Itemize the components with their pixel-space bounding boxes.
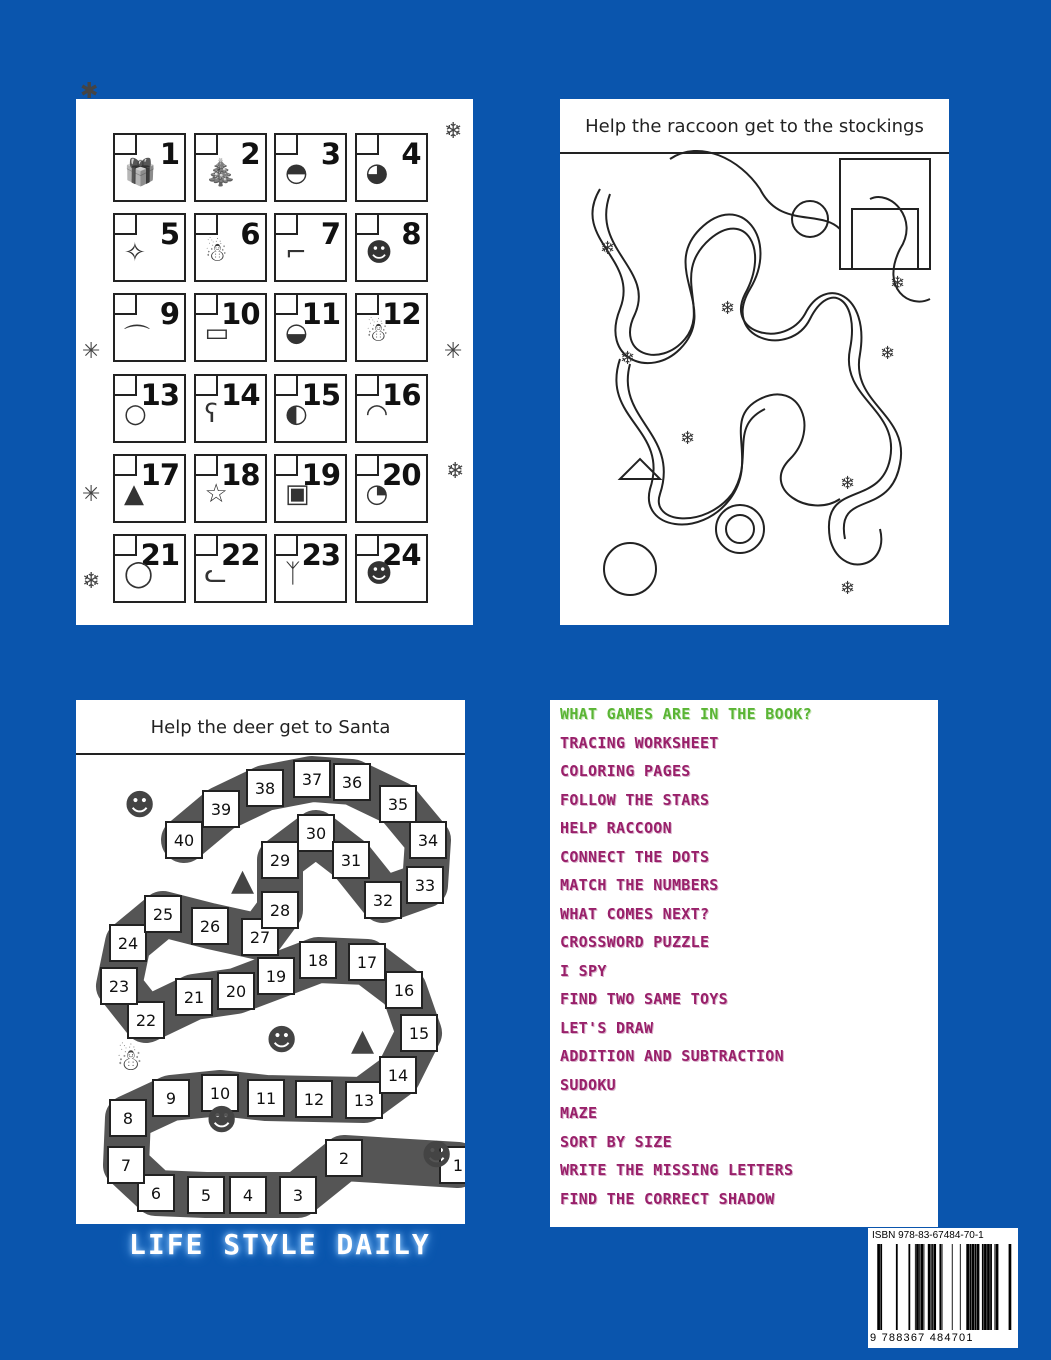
calendar-day <box>113 213 186 282</box>
barcode-bar <box>932 1244 933 1330</box>
svg-text:❄: ❄ <box>880 343 896 364</box>
game-item: FIND THE CORRECT SHADOW <box>560 1189 775 1208</box>
board-title: Help the deer get to Santa <box>76 700 465 755</box>
board-square <box>247 770 283 806</box>
square-number: 24 <box>117 934 139 953</box>
day-number: 19 <box>301 457 340 492</box>
game-item: WRITE THE MISSING LETTERS <box>560 1161 794 1179</box>
christmas-tree-icon: ▲ <box>231 863 255 898</box>
square-number: 40 <box>173 831 195 850</box>
santa-icon: ☻ <box>365 238 393 269</box>
isbn-digits: 9 788367 484701 <box>870 1332 974 1344</box>
barcode-bars-icon <box>868 1242 1018 1332</box>
square-number: 20 <box>225 982 247 1001</box>
day-number: 3 <box>320 137 340 171</box>
barcode-bar <box>915 1244 916 1330</box>
christmas-tree-icon: ▲ <box>351 1023 375 1058</box>
board-square <box>166 822 202 858</box>
brand-logo: LIFE STYLE DAILY <box>129 1228 431 1261</box>
barcode-bar <box>919 1244 920 1330</box>
square-number: 39 <box>210 800 232 819</box>
day-number: 9 <box>159 297 179 332</box>
raccoon-maze-illustration <box>560 99 949 625</box>
barcode-bar <box>920 1244 923 1330</box>
board-square <box>349 944 385 980</box>
square-number: 5 <box>200 1186 212 1205</box>
calendar-day <box>113 454 186 523</box>
square-number: 2 <box>338 1149 350 1168</box>
games-list-panel <box>550 700 938 1227</box>
snowflake-icon: ❄ <box>444 119 463 144</box>
game-item: ADDITION AND SUBTRACTION <box>560 1047 784 1065</box>
game-item: SORT BY SIZE <box>560 1132 672 1151</box>
barcode-bar <box>996 1244 999 1330</box>
board-square <box>258 958 294 994</box>
board-square <box>176 979 212 1015</box>
day-number: 12 <box>382 297 421 332</box>
day-number: 18 <box>221 457 260 492</box>
square-number: 7 <box>120 1156 132 1175</box>
board-square <box>365 882 401 918</box>
game-item: WHAT COMES NEXT? <box>560 904 710 923</box>
square-number: 32 <box>372 891 394 910</box>
board-square <box>248 1080 284 1116</box>
calendar-day <box>194 454 267 523</box>
square-number: 9 <box>165 1089 177 1108</box>
svg-text:❄: ❄ <box>890 273 906 294</box>
square-number: 35 <box>387 795 409 814</box>
game-item: MAZE <box>560 1104 598 1122</box>
day-checkbox <box>113 293 137 315</box>
calendar-day <box>274 374 347 443</box>
game-item: TRACING WORKSHEET <box>560 733 719 752</box>
cat-icon: ᓚ <box>204 559 227 589</box>
barcode-bar <box>972 1244 975 1330</box>
square-number: 10 <box>209 1084 231 1103</box>
svg-text:❄: ❄ <box>680 428 696 449</box>
day-checkbox <box>355 374 379 396</box>
barcode-bar <box>924 1244 925 1330</box>
square-number: 25 <box>152 905 174 924</box>
barcode-bar <box>931 1244 932 1330</box>
square-number: 17 <box>356 953 378 972</box>
square-number: 19 <box>265 967 287 986</box>
games-heading: WHAT GAMES ARE IN THE BOOK? <box>560 705 812 723</box>
day-checkbox <box>113 454 137 476</box>
ornament-icon: ○ <box>124 398 147 429</box>
barcode-bar <box>990 1244 992 1330</box>
game-item: MATCH THE NUMBERS <box>560 876 719 894</box>
game-item: SUDOKU <box>560 1075 616 1094</box>
barcode-bar <box>987 1244 990 1330</box>
svg-text:❄: ❄ <box>720 298 736 319</box>
game-item: HELP RACCOON <box>560 819 672 837</box>
board-square <box>380 786 416 822</box>
robin-icon: ◕ <box>365 158 389 188</box>
game-item: CROSSWORD PUZZLE <box>560 933 710 951</box>
board-square <box>386 972 422 1008</box>
bear-icon: ☻ <box>206 1103 238 1138</box>
board-square <box>326 1140 362 1176</box>
day-number: 24 <box>382 538 421 572</box>
pine-branch-icon: ✳ <box>82 339 101 364</box>
calendar-day <box>274 534 347 603</box>
calendar-day <box>113 293 186 362</box>
day-checkbox <box>355 293 379 315</box>
board-square <box>101 968 137 1004</box>
day-number: 20 <box>382 457 421 492</box>
board-square <box>203 791 239 827</box>
square-number: 29 <box>269 851 291 870</box>
calendar-day <box>355 213 428 282</box>
square-number: 8 <box>122 1109 134 1128</box>
square-number: 22 <box>135 1011 157 1030</box>
square-number: 16 <box>393 981 415 1000</box>
calendar-day <box>194 133 267 202</box>
day-checkbox <box>355 534 379 556</box>
board-square <box>230 1177 266 1213</box>
barcode-bar <box>939 1244 941 1330</box>
barcode <box>868 1228 1018 1348</box>
svg-text:❄: ❄ <box>620 348 636 369</box>
calendar-day <box>355 454 428 523</box>
pudding-icon: ◓ <box>285 158 308 188</box>
barcode-bar <box>966 1244 969 1330</box>
square-number: 11 <box>255 1089 277 1108</box>
calendar-day <box>274 133 347 202</box>
calendar-day <box>355 374 428 443</box>
board-square <box>296 1081 332 1117</box>
day-checkbox <box>113 534 137 556</box>
snow-globe-icon: ◯ <box>124 559 154 589</box>
christmas-tree-icon: 🎄 <box>204 158 237 188</box>
square-number: 34 <box>417 831 439 850</box>
day-number: 6 <box>240 217 260 252</box>
barcode-bar <box>969 1244 971 1330</box>
bear-icon: ʕ <box>204 398 218 429</box>
calendar-day <box>194 534 267 603</box>
santa-sack-icon: ☻ <box>365 559 393 589</box>
gingerbread-icon: ☃ <box>204 238 228 269</box>
barcode-bar <box>975 1244 977 1330</box>
calendar-day <box>113 534 186 603</box>
snowman-icon: ☃ <box>116 1043 143 1078</box>
game-item: FOLLOW THE STARS <box>560 790 710 809</box>
day-checkbox <box>274 293 298 315</box>
pine-branch-icon: ✱ <box>80 79 99 104</box>
board-square <box>333 842 369 878</box>
barcode-bar <box>916 1244 919 1330</box>
day-checkbox <box>274 133 298 155</box>
board-square <box>401 1015 437 1051</box>
game-item: FIND TWO SAME TOYS <box>560 990 728 1008</box>
square-number: 31 <box>340 851 362 870</box>
day-checkbox <box>113 133 137 155</box>
board-square <box>108 1147 144 1183</box>
square-number: 14 <box>387 1066 409 1085</box>
isbn-label: ISBN 978-83-67484-70-1 <box>872 1230 984 1241</box>
day-number: 11 <box>301 297 340 332</box>
calendar-day <box>194 213 267 282</box>
penguin-icon: ☻ <box>266 1023 298 1058</box>
day-checkbox <box>194 213 218 235</box>
board-square <box>280 1177 316 1213</box>
board-square <box>298 815 334 851</box>
board-square <box>407 867 443 903</box>
svg-text:❄: ❄ <box>600 238 616 259</box>
square-number: 37 <box>301 770 323 789</box>
day-checkbox <box>355 454 379 476</box>
barcode-bar <box>908 1244 910 1330</box>
pine-branch-icon: ✳ <box>82 482 101 507</box>
game-item: COLORING PAGES <box>560 762 691 780</box>
board-square <box>153 1080 189 1116</box>
board-square <box>145 896 181 932</box>
day-checkbox <box>113 374 137 396</box>
calendar-day <box>194 293 267 362</box>
board-square <box>300 942 336 978</box>
barcode-bar <box>960 1244 961 1330</box>
square-number: 4 <box>242 1186 254 1205</box>
deer-board-game-page <box>76 700 465 1224</box>
day-number: 16 <box>382 377 421 412</box>
barcode-bar <box>928 1244 931 1330</box>
barcode-bar <box>994 1244 995 1330</box>
square-number: 3 <box>292 1186 304 1205</box>
board-square <box>346 1082 382 1118</box>
day-number: 15 <box>301 377 340 412</box>
square-number: 13 <box>353 1091 375 1110</box>
basket-icon: ◒ <box>285 318 308 349</box>
pine-branch-icon: ✳ <box>444 339 463 364</box>
calendar-day <box>355 133 428 202</box>
square-number: 33 <box>414 876 436 895</box>
calendar-day <box>194 374 267 443</box>
day-checkbox <box>194 293 218 315</box>
penguin-icon: ◐ <box>285 398 308 429</box>
barcode-bar <box>977 1244 980 1330</box>
board-square <box>218 973 254 1009</box>
day-checkbox <box>274 454 298 476</box>
calendar-day <box>274 454 347 523</box>
snowman-icon: ☃ <box>365 318 389 349</box>
day-number: 22 <box>221 538 260 572</box>
day-number: 21 <box>140 538 179 572</box>
day-checkbox <box>274 534 298 556</box>
calendar-day <box>355 293 428 362</box>
presents-icon: ▣ <box>285 478 310 509</box>
day-number: 7 <box>320 217 340 252</box>
day-number: 5 <box>159 217 179 252</box>
board-square <box>294 761 330 797</box>
stockings-icon: ⌐ <box>285 238 307 269</box>
day-number: 8 <box>401 217 421 252</box>
day-checkbox <box>194 133 218 155</box>
day-checkbox <box>194 454 218 476</box>
calendar-day <box>274 213 347 282</box>
square-number: 21 <box>183 988 205 1007</box>
star-cookies-icon: ☆ <box>204 478 228 509</box>
square-number: 1 <box>452 1156 464 1175</box>
calendar-day <box>113 133 186 202</box>
day-number: 17 <box>140 457 179 492</box>
barcode-bar <box>984 1244 987 1330</box>
square-number: 30 <box>305 824 327 843</box>
board-square <box>334 764 370 800</box>
square-number: 23 <box>108 977 130 996</box>
barcode-bar <box>880 1244 882 1330</box>
board-square <box>192 908 228 944</box>
square-number: 26 <box>199 917 221 936</box>
game-item: LET'S DRAW <box>560 1018 654 1037</box>
gift-icon: 🎁 <box>124 158 157 188</box>
cake-icon: ▲ <box>124 478 144 509</box>
game-item: I SPY <box>560 961 607 980</box>
day-number: 13 <box>140 377 179 412</box>
square-number: 18 <box>307 951 329 970</box>
board-square <box>262 842 298 878</box>
square-number: 27 <box>249 928 271 947</box>
day-checkbox <box>194 534 218 556</box>
calendar-day <box>355 534 428 603</box>
calendar-day <box>113 374 186 443</box>
angel-icon: ✧ <box>124 238 146 269</box>
square-number: 28 <box>269 901 291 920</box>
raccoon-maze-page <box>560 99 949 625</box>
barcode-bar <box>877 1244 880 1330</box>
board-square <box>188 1177 224 1213</box>
day-number: 14 <box>221 377 260 412</box>
board-square <box>410 822 446 858</box>
day-number: 23 <box>301 538 340 572</box>
day-number: 2 <box>240 137 260 171</box>
day-number: 1 <box>159 137 179 171</box>
day-number: 4 <box>401 137 421 171</box>
day-number: 10 <box>221 297 260 332</box>
santa-icon: ☻ <box>124 788 156 823</box>
game-item: CONNECT THE DOTS <box>560 847 710 866</box>
snowflake-icon: ❄ <box>82 569 101 594</box>
square-number: 12 <box>303 1090 325 1109</box>
svg-text:❄: ❄ <box>840 578 856 599</box>
board-square <box>110 1100 146 1136</box>
games-list <box>560 700 812 1213</box>
day-checkbox <box>194 374 218 396</box>
board-square <box>110 925 146 961</box>
advent-calendar-page <box>76 79 473 625</box>
square-number: 6 <box>150 1184 162 1203</box>
bird-icon: ◔ <box>365 478 389 509</box>
square-number: 15 <box>408 1024 430 1043</box>
barcode-bar <box>933 1244 936 1330</box>
day-checkbox <box>274 374 298 396</box>
barcode-bar <box>942 1244 943 1330</box>
snowflake-icon: ❄ <box>446 459 465 484</box>
day-checkbox <box>113 213 137 235</box>
day-checkbox <box>355 133 379 155</box>
candy-cane-icon: ⌒ <box>124 324 151 355</box>
board-square <box>262 892 298 928</box>
day-checkbox <box>355 213 379 235</box>
svg-text:❄: ❄ <box>840 473 856 494</box>
deer-icon: ☻ <box>421 1138 453 1173</box>
square-number: 38 <box>254 779 276 798</box>
board-game-path <box>76 700 465 1224</box>
barcode-bar <box>952 1244 953 1330</box>
board-square <box>128 1002 164 1038</box>
barcode-bar <box>1009 1244 1012 1330</box>
square-number: 36 <box>341 773 363 792</box>
barcode-bar <box>982 1244 984 1330</box>
day-checkbox <box>274 213 298 235</box>
maze-title: Help the raccoon get to the stockings <box>560 99 949 154</box>
fruit-box-icon: ▭ <box>204 318 230 349</box>
deer-icon: ᛉ <box>285 559 301 589</box>
roast-icon: ◠ <box>365 398 389 429</box>
board-square <box>380 1057 416 1093</box>
calendar-day <box>274 293 347 362</box>
barcode-bar <box>896 1244 898 1330</box>
